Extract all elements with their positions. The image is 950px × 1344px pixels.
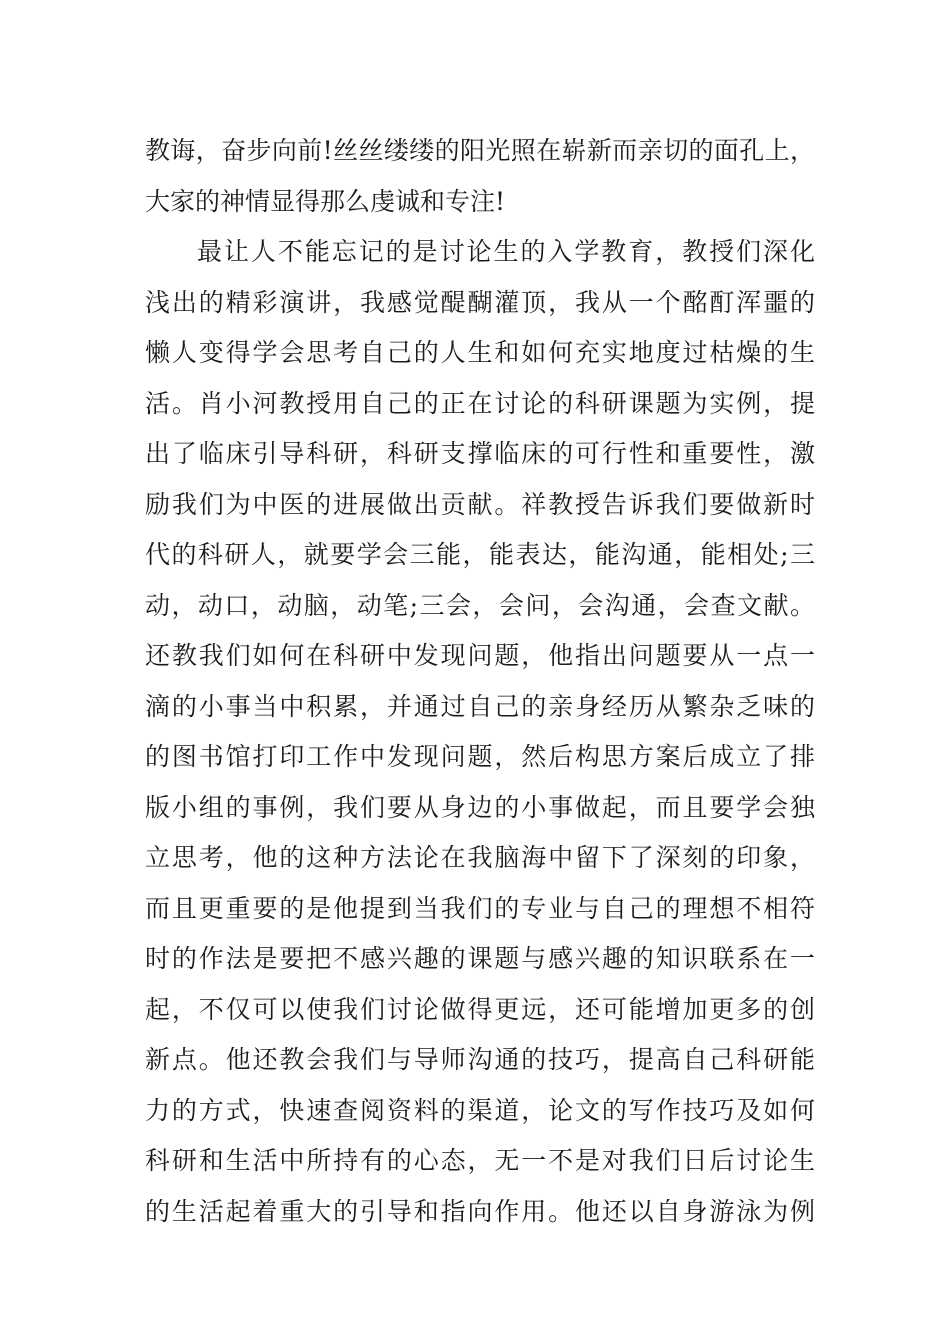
- text-line: 大家的神情显得那么虔诚和专注!: [145, 186, 506, 216]
- text-line: 活。肖小河教授用自己的正在讨论的科研课题为实例，提: [145, 388, 815, 418]
- text-line: 新点。他还教会我们与导师沟通的技巧，提高自己科研能: [145, 1045, 815, 1074]
- text-line: 最让人不能忘记的是讨论生的入学教育，教授们深化: [197, 237, 815, 266]
- text-line: 时的作法是要把不感兴趣的课题与感兴趣的知识联系在一: [145, 944, 815, 973]
- text-line: 的生活起着重大的引导和指向作用。他还以自身游泳为例: [145, 1196, 815, 1226]
- body-text: [145, 126, 815, 1237]
- text-line: 滴的小事当中积累，并通过自己的亲身经历从繁杂乏味的: [145, 691, 815, 721]
- text-line: 起，不仅可以使我们讨论做得更远，还可能增加更多的创: [145, 994, 815, 1024]
- text-line: 代的科研人，就要学会三能，能表达，能沟通，能相处;三: [145, 540, 815, 569]
- text-line: 力的方式，快速查阅资料的渠道，论文的写作技巧及如何: [145, 1095, 815, 1125]
- text-line: 而且更重要的是他提到当我们的专业与自己的理想不相符: [145, 893, 815, 923]
- text-line: 版小组的事例，我们要从身边的小事做起，而且要学会独: [145, 792, 815, 822]
- text-line: 还教我们如何在科研中发现问题，他指出问题要从一点一: [145, 641, 815, 670]
- text-line: 浅出的精彩演讲，我感觉醍醐灌顶，我从一个酩酊浑噩的: [145, 287, 815, 317]
- text-line: 动，动口，动脑，动笔;三会，会问，会沟通，会查文献。: [145, 590, 815, 620]
- text-line: 的图书馆打印工作中发现问题，然后构思方案后成立了排: [145, 742, 815, 771]
- text-line: 科研和生活中所持有的心态，无一不是对我们日后讨论生: [145, 1146, 815, 1175]
- text-line: 立思考，他的这种方法论在我脑海中留下了深刻的印象，: [145, 843, 815, 872]
- text-line: 教诲，奋步向前!丝丝缕缕的阳光照在崭新而亲切的面孔上，: [145, 136, 815, 165]
- text-line: 懒人变得学会思考自己的人生和如何充实地度过枯燥的生: [145, 338, 815, 367]
- text-line: 出了临床引导科研，科研支撑临床的可行性和重要性，激: [145, 439, 815, 468]
- text-line: 励我们为中医的进展做出贡献。祥教授告诉我们要做新时: [145, 489, 815, 519]
